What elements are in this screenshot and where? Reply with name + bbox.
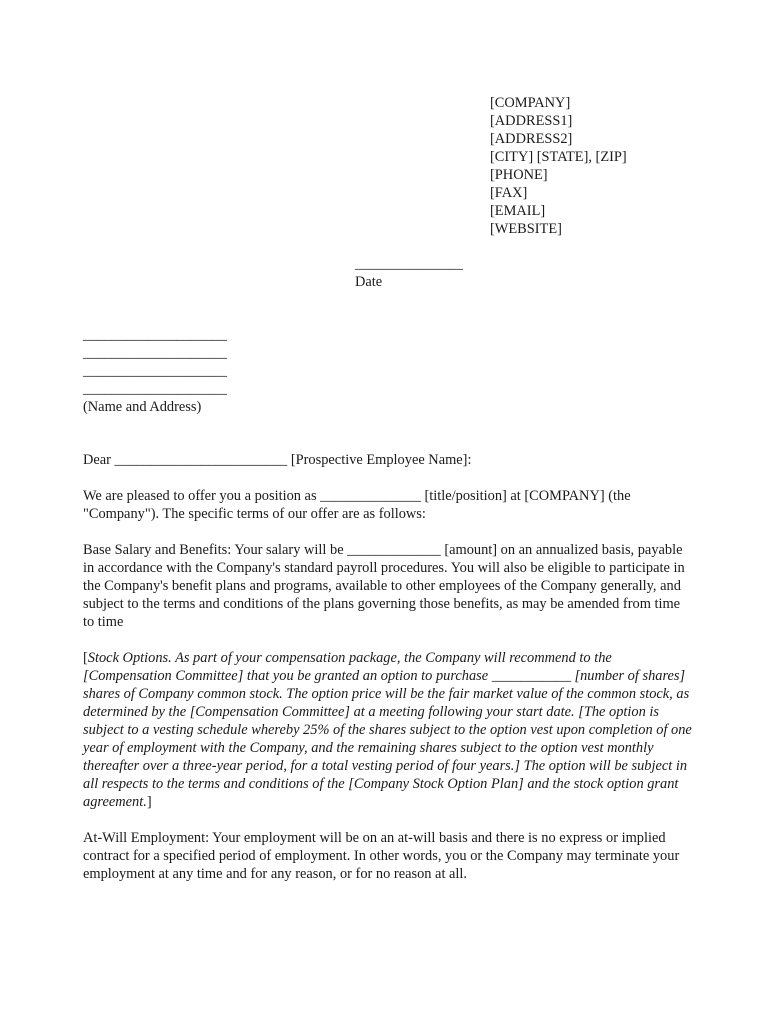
city-state-zip: [CITY] [STATE], [ZIP]: [490, 149, 627, 165]
stock-options-text: Stock Options. As part of your compensation package, the Company will recommend to the [Compensation Committee] that you be granted an option to purchase ___________ [number of shares] shares of Company common stock. The option price will be the fair market value of the common stock, as determined by the [Compensation Committee] at a meeting following your start date. [The option is subject to a vesting schedule whereby 25% of the shares subject to the option vest upon completion of one year of employment with the Company, and the remaining shares subject to the option vest monthly thereafter over a three-year period, for a total vesting period of four years.] The option will be subject in all respects to the terms and conditions of the [Company Stock Option Plan] and the stock option grant agreement.: [83, 650, 692, 810]
company-name: [COMPANY]: [490, 95, 571, 111]
recipient-label: (Name and Address): [83, 399, 202, 415]
date-block: [355, 255, 463, 291]
recipient-line-2: ____________________: [83, 345, 227, 361]
recipient-line-1: ____________________: [83, 327, 227, 343]
address-line-2: [ADDRESS2]: [490, 131, 573, 147]
recipient-block: [83, 326, 227, 416]
letter-body: [83, 451, 693, 901]
date-label: Date: [355, 274, 383, 290]
phone: [PHONE]: [490, 167, 548, 183]
salutation: Dear ________________________ [Prospective Employee Name]:: [83, 452, 472, 468]
date-blank-line: _______________: [355, 256, 463, 272]
letterhead: [490, 94, 627, 238]
stock-options-open-bracket: [: [83, 650, 88, 666]
website: [WEBSITE]: [490, 221, 562, 237]
email: [EMAIL]: [490, 203, 546, 219]
base-salary-paragraph: Base Salary and Benefits: Your salary will be _____________ [amount] on an annualized basis, payable in accordance with the Company's standard payroll procedures. You will also be eligible to participate in the Company's benefit plans and programs, available to other employees of the Company generally, and subject to the terms and conditions of the plans governing those benefits, as may be amended from time to time: [83, 542, 685, 630]
stock-options-close-bracket: ]: [146, 794, 152, 810]
recipient-line-4: ____________________: [83, 381, 227, 397]
address-line-1: [ADDRESS1]: [490, 113, 573, 129]
recipient-line-3: ____________________: [83, 363, 227, 379]
at-will-paragraph: At-Will Employment: Your employment will be on an at-will basis and there is no express or implied contract for a specified period of employment. In other words, you or the Company may terminate your employment at any time and for any reason, or for no reason at all.: [83, 830, 680, 882]
fax: [FAX]: [490, 185, 528, 201]
stock-options-paragraph: [83, 649, 693, 811]
intro-paragraph: We are pleased to offer you a position as ______________ [title/position] at [COMPANY] (the "Company"). The specific terms of our offer are as follows:: [83, 488, 631, 522]
